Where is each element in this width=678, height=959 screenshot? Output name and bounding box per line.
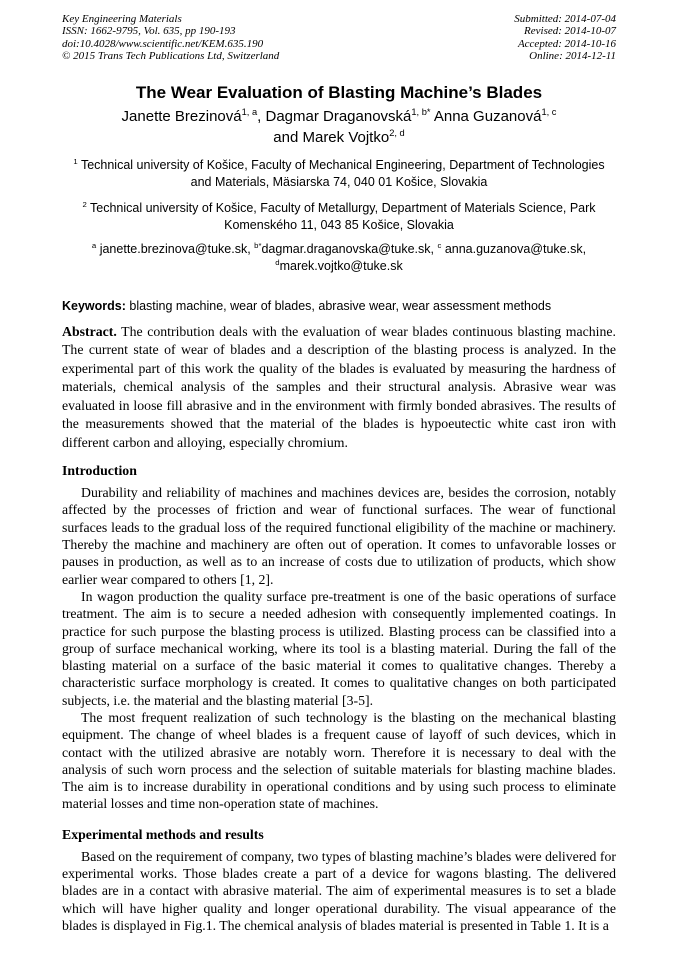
affiliation-2-sup: 2 <box>82 199 87 209</box>
author-name-3: Anna Guzanová <box>433 107 542 125</box>
email-2: dagmar.draganovska@tuke.sk, <box>261 241 438 256</box>
email-2-sup: b* <box>254 240 262 250</box>
doi-line: doi:10.4028/www.scientific.net/KEM.635.190 <box>62 37 264 50</box>
revised-date: Revised: 2014-10-07 <box>524 25 616 38</box>
email-3: anna.guzanova@tuke.sk, <box>441 241 587 256</box>
journal-name: Key Engineering Materials <box>62 13 182 25</box>
copyright-line: © 2015 Trans Tech Publications Ltd, Switzerland <box>62 50 280 63</box>
email-4-sup: d <box>275 257 280 267</box>
affiliation-1 <box>62 157 616 191</box>
author-2-affiliation-sup: 1, b* <box>411 106 431 117</box>
abstract-text: The contribution deals with the evaluation of wear blades continuous blasting machine. The current state of wear of blades and a description of the blasting process is analyzed. In the experimental part of this work the quality of the blades is evaluated by measuring the hardness of materials, chemical analysis of the samples and their structural analysis. Abrasive wear was evaluated in loose fill abrasive and in the environment with firmly bonded abrasives. The results of the measurements showed that the material of the blades is hypoeutectic white cast iron with different carbon and alloying, especially chromium. <box>62 323 616 450</box>
introduction-paragraph-1: Durability and reliability of machines and machines devices are, besides the corrosion, notably affected by the processes of friction and wear of functional surfaces. The wear of functional surfaces leads to the gradual loss of the required functional eligibility of the machine or machinery. Thereby the machine and machinery are often out of operation. It comes to unfavorable losses or pauses in production, as well as to an increase of costs due to utilization of products, which show earlier wear compared to others [1, 2]. <box>62 485 616 587</box>
section-heading-experimental: Experimental methods and results <box>62 826 264 842</box>
author-name-4: and Marek Vojtko <box>273 128 390 146</box>
author-4-affiliation-sup: 2, d <box>389 127 405 138</box>
author-emails <box>62 241 616 275</box>
authors-block <box>62 106 616 148</box>
abstract-paragraph <box>62 323 616 453</box>
section-heading-introduction: Introduction <box>62 463 137 479</box>
introduction-paragraph-3: The most frequent realization of such technology is the blasting on the mechanical blasting equipment. The change of wheel blades is a frequent cause of layoff of such devices, which in contact with the utilized abrasive are notably worn. Therefore it is necessary to deal with the analysis of such worn process and the selection of suitable materials for blasting machine blades. The aim is to increase durability in operational conditions and by using such process to eliminate material losses and time non-operation state of machines. <box>62 709 616 812</box>
keywords-label: Keywords: <box>62 298 126 313</box>
journal-info <box>62 13 279 63</box>
online-date: Online: 2014-12-11 <box>529 50 616 63</box>
author-3-affiliation-sup: 1, c <box>541 106 557 117</box>
journal-header <box>62 13 616 63</box>
email-1-sup: a <box>91 240 97 250</box>
affiliation-1-sup: 1 <box>73 156 78 166</box>
submitted-date: Submitted: 2014-07-04 <box>514 13 616 25</box>
affiliation-2 <box>62 200 616 234</box>
paper-title: The Wear Evaluation of Blasting Machine’s Blades <box>135 82 543 102</box>
email-4: marek.vojtko@tuke.sk <box>279 258 403 273</box>
author-name-2: Dagmar Draganovská <box>265 107 412 125</box>
keywords-line <box>62 298 616 314</box>
author-1-affiliation-sup: 1, a <box>241 106 258 117</box>
introduction-paragraph-2: In wagon production the quality surface pre-treatment is one of the basic operations of surface treatment. The aim is to secure a needed adhesion with consequently implemented coatings. In practice for such purpose the blasting process is utilized. Blasting process can be classified into a group of surface mechanical working, where its tool is a blasting material. During the fall of the blasting material on a surface of the basic material it comes to qualitative changes. Thereby a characteristic surface morphology is created. It comes to qualitative changes on both participated subjects, i.e. the material and the blasting material [3-5]. <box>62 588 616 708</box>
author-name-1: Janette Brezinová <box>121 107 242 125</box>
emails-line-1 <box>62 241 616 258</box>
experimental-paragraph-1: Based on the requirement of company, two types of blasting machine’s blades were delivered for experimental works. Those blades create a part of a device for wagons blasting. The delivered blades are in a contact with abrasive material. The aim of experimental measures is to set a blade which will have higher quality and longer operational durability. The visual appearance of the blades is displayed in Fig.1. The chemical analysis of blades material is presented in Table 1. It is a <box>62 848 616 933</box>
authors-line-2 <box>62 127 616 148</box>
email-3-sup: c <box>437 240 442 250</box>
keywords-text: blasting machine, wear of blades, abrasive wear, wear assessment methods <box>125 298 552 313</box>
author-separator-1: , <box>257 107 266 125</box>
authors-line-1 <box>62 106 616 127</box>
accepted-date: Accepted: 2014-10-16 <box>517 37 616 50</box>
submission-dates <box>514 13 616 63</box>
issn-volume-line: ISSN: 1662-9795, Vol. 635, pp 190-193 <box>62 25 236 38</box>
abstract-label: Abstract. <box>62 323 117 339</box>
email-1: janette.brezinova@tuke.sk, <box>96 241 255 256</box>
affiliation-2-text: Technical university of Košice, Faculty of Metallurgy, Department of Materials Science, Park Komenského 11, 043 85 Košice, Slovakia <box>86 200 596 232</box>
emails-line-2 <box>62 258 616 275</box>
affiliation-1-text: Technical university of Košice, Faculty of Mechanical Engineering, Department of Technologies and Materials, Mäsiarska 74, 040 01 Košice, Slovakia <box>77 157 605 189</box>
